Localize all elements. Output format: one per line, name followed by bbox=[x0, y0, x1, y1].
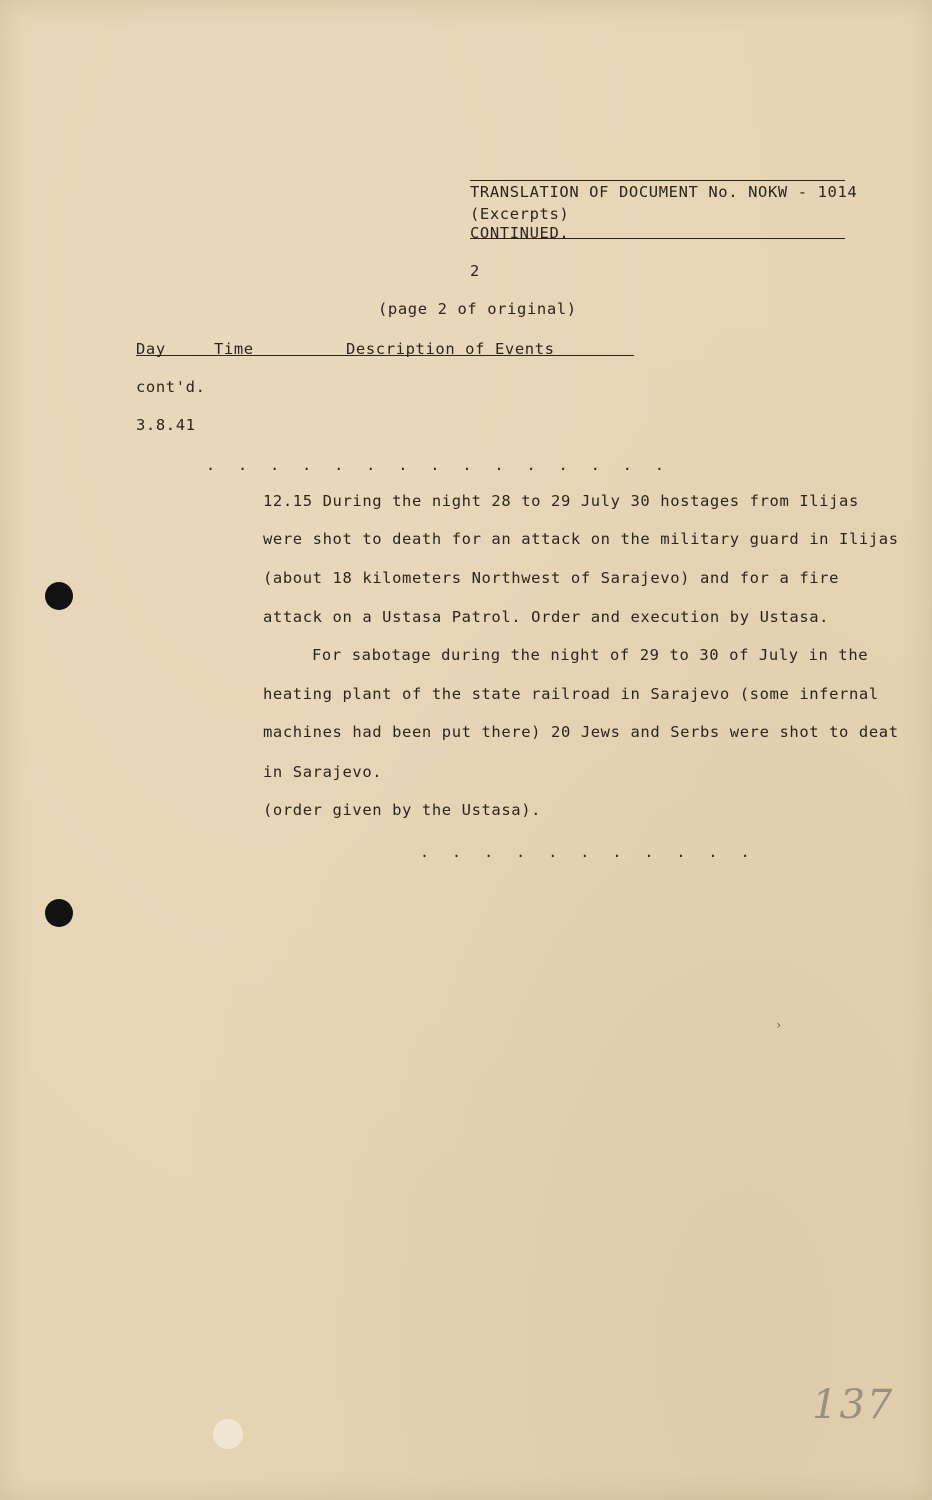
entry-date: 3.8.41 bbox=[136, 416, 196, 434]
punch-hole-bottom bbox=[45, 899, 73, 927]
body-line-6: heating plant of the state railroad in Sarajevo (some infernal bbox=[263, 685, 879, 703]
header-bottom-rule bbox=[470, 238, 845, 239]
punch-hole-faint bbox=[213, 1419, 243, 1449]
column-header-description: Description of Events bbox=[346, 340, 555, 358]
column-header-day: Day bbox=[136, 340, 166, 358]
header-top-rule bbox=[470, 180, 845, 181]
header-subtitle: (Excerpts) bbox=[470, 205, 570, 223]
ellipsis-top: . . . . . . . . . . . . . . . bbox=[206, 456, 671, 474]
entry-contd: cont'd. bbox=[136, 378, 206, 396]
body-line-5: For sabotage during the night of 29 to 30 of July in the bbox=[312, 646, 869, 664]
body-line-8: in Sarajevo. bbox=[263, 763, 383, 781]
page-number: 2 bbox=[470, 262, 480, 280]
paper-mark: › bbox=[775, 1018, 783, 1032]
header-title: TRANSLATION OF DOCUMENT No. NOKW - 1014 bbox=[470, 183, 858, 201]
page-of-original: (page 2 of original) bbox=[378, 300, 577, 318]
ellipsis-bottom: . . . . . . . . . . . bbox=[420, 843, 757, 861]
punch-hole-top bbox=[45, 582, 73, 610]
column-header-time: Time bbox=[214, 340, 254, 358]
handwritten-folio: 137 bbox=[812, 1382, 895, 1428]
body-line-3: (about 18 kilometers Northwest of Sarajevo) and for a fire bbox=[263, 569, 840, 587]
body-line-7: machines had been put there) 20 Jews and Serbs were shot to deat bbox=[263, 723, 899, 741]
body-line-9: (order given by the Ustasa). bbox=[263, 801, 542, 819]
body-line-4: attack on a Ustasa Patrol. Order and execution by Ustasa. bbox=[263, 608, 830, 626]
column-header-rule bbox=[136, 355, 634, 356]
body-line-1: 12.15 During the night 28 to 29 July 30 hostages from Ilijas bbox=[263, 492, 859, 510]
header-continued: CONTINUED. bbox=[470, 224, 570, 242]
body-line-2: were shot to death for an attack on the military guard in Ilijas bbox=[263, 530, 899, 548]
